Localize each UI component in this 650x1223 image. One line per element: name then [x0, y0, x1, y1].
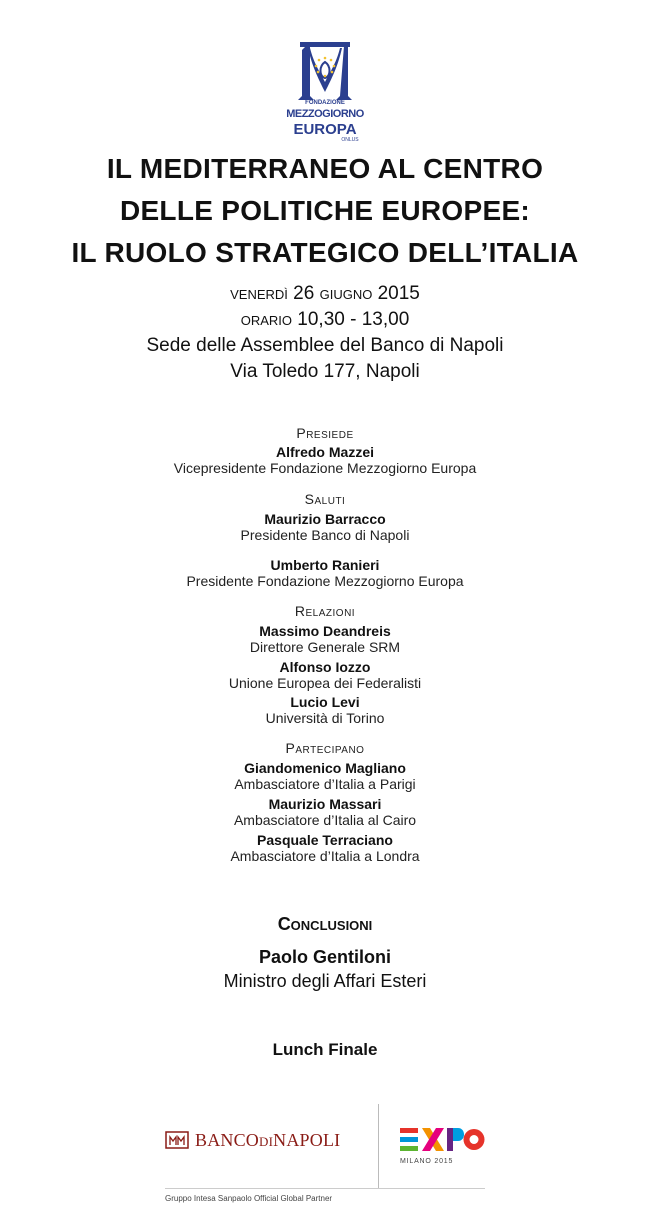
title-line-2: DELLE POLITICHE EUROPEE:: [119, 195, 531, 226]
speaker-role: Ministro degli Affari Esteri: [223, 971, 427, 991]
lunch-finale: Lunch Finale: [272, 1040, 378, 1059]
speaker-name: Massimo Deandreis: [259, 623, 391, 639]
section-conclusioni: Conclusioni: [277, 914, 373, 934]
event-date: [0, 281, 650, 307]
event-time: [0, 307, 650, 333]
speaker-name: Giandomenico Magliano: [244, 760, 406, 776]
fondazione-logo: [284, 38, 366, 146]
speaker-name: Umberto Ranieri: [270, 557, 380, 573]
logo-m-mark-icon: [284, 38, 366, 104]
expo-subtitle: MILANO 2015: [400, 1158, 454, 1165]
expo-wordmark-icon: [400, 1125, 486, 1155]
sponsor-divider: [378, 1104, 379, 1188]
speaker-role: Direttore Generale SRM: [249, 639, 401, 655]
title-line-3: IL RUOLO STRATEGICO DELL’ITALIA: [71, 237, 579, 268]
footer-partner-text: Gruppo Intesa Sanpaolo Official Global Partner: [165, 1194, 333, 1203]
speaker-name: Alfredo Mazzei: [275, 444, 374, 460]
speaker-role: Ambasciatore d’Italia a Londra: [230, 848, 420, 864]
logo-text-fondazione: FONDAZIONE: [305, 100, 345, 106]
speaker-name: Alfonso Iozzo: [279, 659, 371, 675]
speaker-name: Maurizio Massari: [268, 796, 382, 812]
speaker-role: Università di Torino: [265, 710, 385, 726]
speaker-name: Lucio Levi: [290, 694, 360, 710]
speaker-role: Ambasciatore d’Italia a Parigi: [234, 776, 416, 792]
event-time-text: orario 10,30 - 13,00: [240, 309, 410, 330]
banco-di-napoli-logo: [165, 1127, 340, 1153]
speaker-role: Presidente Banco di Napoli: [240, 527, 410, 543]
title-line-1: IL MEDITERRANEO AL CENTRO: [106, 153, 544, 184]
banco-di-napoli-name: [195, 1130, 340, 1151]
speaker-name: Paolo Gentiloni: [258, 947, 391, 967]
event-venue: Sede delle Assemblee del Banco di Napoli: [146, 335, 504, 356]
speaker-role: Presidente Fondazione Mezzogiorno Europa: [186, 573, 464, 589]
speaker-name: Maurizio Barracco: [264, 511, 386, 527]
logo-text-europa: EUROPA: [293, 121, 357, 138]
logo-text-onlus: ONLUS: [341, 137, 359, 143]
section-saluti: Saluti: [304, 491, 346, 507]
banco-di-napoli-emblem-icon: [165, 1130, 189, 1150]
bank-name-part-3: NAPOLI: [273, 1129, 341, 1150]
speaker-role: Vicepresidente Fondazione Mezzogiorno Europa: [173, 460, 477, 476]
logo-text-mezzogiorno: MEZZOGIORNO: [286, 108, 364, 120]
bank-name-part-2: DI: [259, 1133, 274, 1149]
speaker-name: Pasquale Terraciano: [257, 832, 393, 848]
footer-divider: [165, 1188, 485, 1189]
section-partecipano: Partecipano: [285, 740, 365, 756]
event-address: Via Toledo 177, Napoli: [230, 361, 420, 382]
speaker-role: Unione Europea dei Federalisti: [228, 675, 422, 691]
bank-name-part-1: BANCO: [195, 1129, 260, 1150]
section-presiede: Presiede: [296, 425, 354, 441]
section-relazioni: Relazioni: [294, 603, 356, 619]
expo-logo: [400, 1125, 486, 1160]
event-date-text: venerdì 26 giugno 2015: [230, 283, 420, 304]
speaker-role: Ambasciatore d’Italia al Cairo: [233, 812, 417, 828]
